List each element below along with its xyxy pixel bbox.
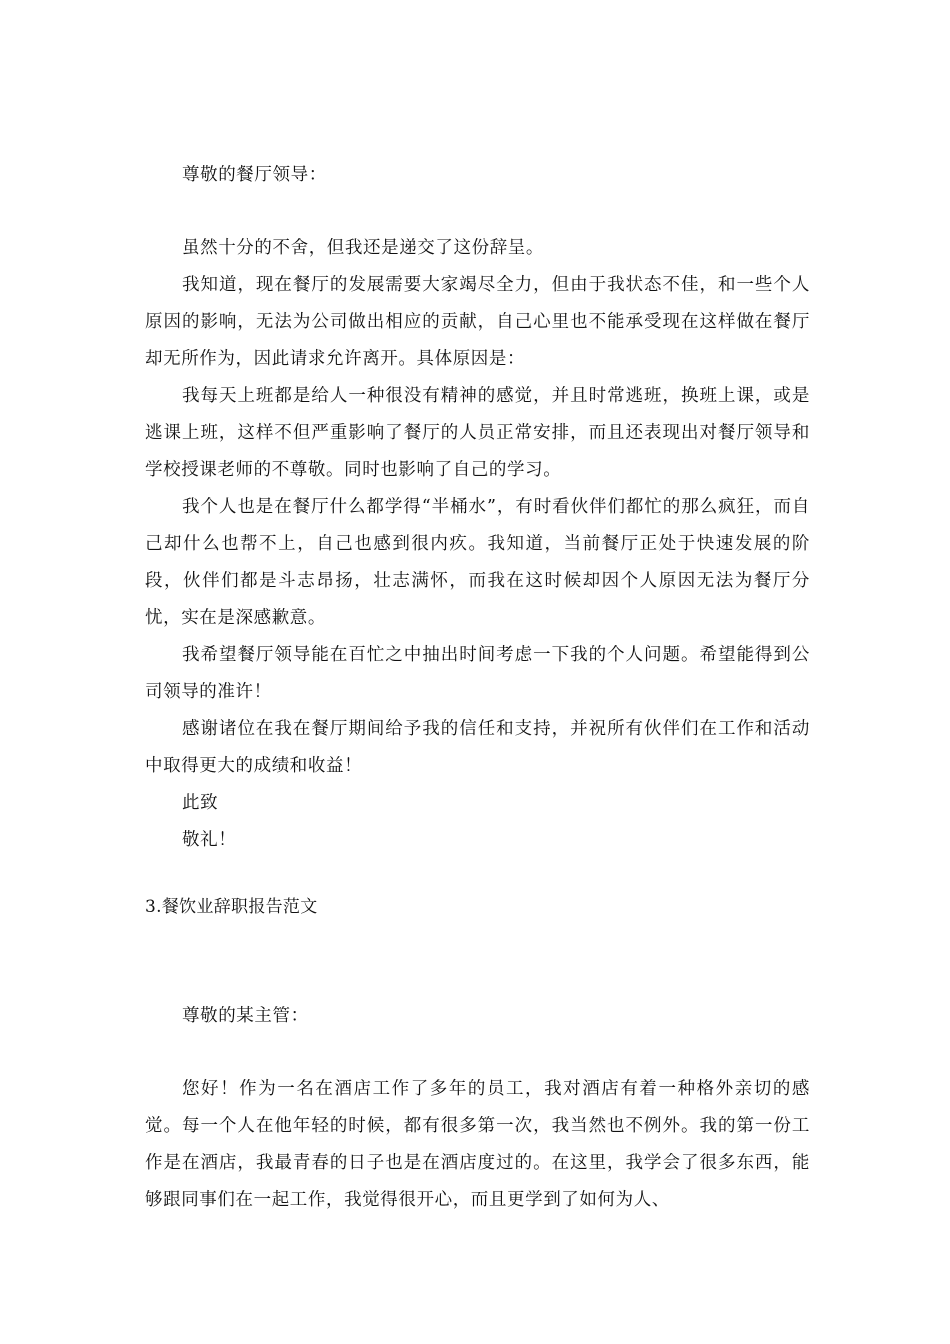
letter1-paragraph-5: 我希望餐厅领导能在百忙之中抽出时间考虑一下我的个人问题。希望能得到公司领导的准许！ [145, 645, 810, 702]
letter1-salutation: 尊敬的餐厅领导： [182, 165, 327, 185]
letter1-paragraph-6: 感谢诸位在我在餐厅期间给予我的信任和支持，并祝所有伙伴们在工作和活动中取得更大的成绩和收益！ [145, 719, 810, 776]
letter2-paragraph-1: 您好！作为一名在酒店工作了多年的员工，我对酒店有着一种格外亲切的感觉。每一个人在他年轻的时候，都有很多第一次，我当然也不例外。我的第一份工作是在酒店，我最青春的日子也是在酒店度过的。在这里，我学会了很多东西，能够跟同事们在一起工作，我觉得很开心，而且更学到了如何为人、 [145, 1079, 810, 1210]
letter2-body [145, 1071, 810, 1219]
letter1-regards: 敬礼！ [182, 830, 237, 850]
letter1-body [145, 230, 810, 859]
section-heading: 3.餐饮业辞职报告范文 [145, 897, 318, 917]
letter1-paragraph-3: 我每天上班都是给人一种很没有精神的感觉，并且时常逃班，换班上课，或是逃课上班，这样不但严重影响了餐厅的人员正常安排，而且还表现出对餐厅领导和学校授课老师的不尊敬。同时也影响了自己的学习。 [145, 386, 810, 480]
letter1-paragraph-2: 我知道，现在餐厅的发展需要大家竭尽全力，但由于我状态不佳，和一些个人原因的影响，无法为公司做出相应的贡献，自己心里也不能承受现在这样做在餐厅却无所作为，因此请求允许离开。具体原因是： [145, 275, 810, 369]
letter2-salutation: 尊敬的某主管： [182, 1006, 309, 1026]
letter1-closing: 此致 [182, 793, 219, 813]
letter1-paragraph-4: 我个人也是在餐厅什么都学得“半桶水”，有时看伙伴们都忙的那么疯狂，而自己却什么也帮不上，自己也感到很内疚。我知道，当前餐厅正处于快速发展的阶段，伙伴们都是斗志昂扬，壮志满怀，而我在这时候却因个人原因无法为餐厅分忧，实在是深感歉意。 [145, 497, 810, 628]
letter1-paragraph-1: 虽然十分的不舍，但我还是递交了这份辞呈。 [182, 238, 544, 258]
